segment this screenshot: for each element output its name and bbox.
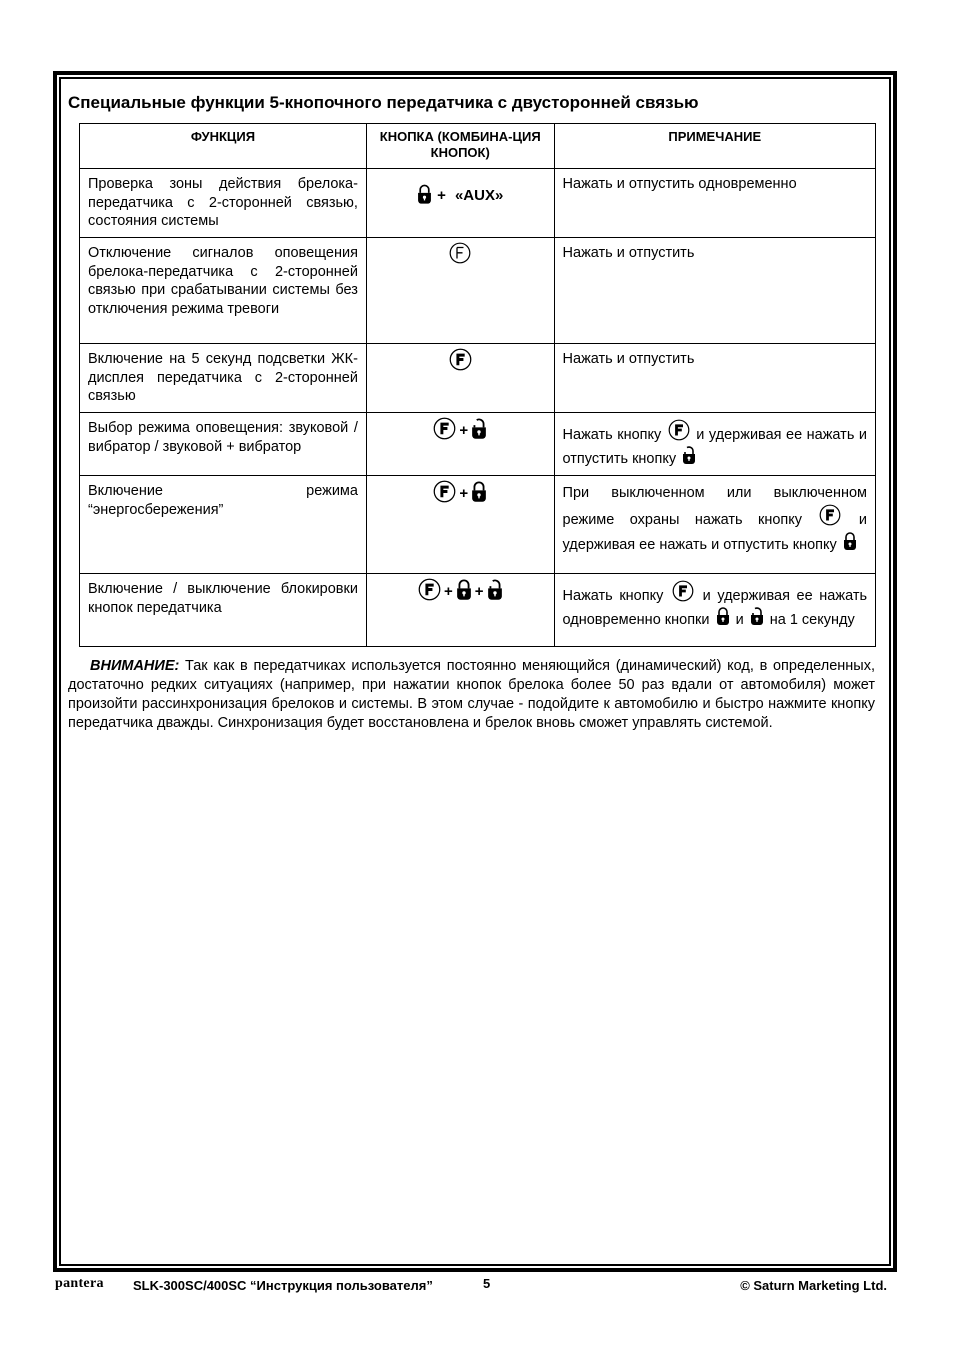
- lock-closed-icon: [471, 480, 487, 503]
- table-row: [80, 169, 876, 238]
- pantera-logo: pantera: [55, 1276, 104, 1291]
- f-button-icon: [672, 580, 694, 602]
- note-cell: [554, 413, 875, 476]
- attention-text: Так как в передатчиках используется постоянно меняющийся (динамический) код, в определенных, достаточно редких ситуациях (например, при нажатии кнопок брелока более 50 раз вдали от автомобиля) может произойти рассинхронизация брелоков и системы. В этом случае - подойдите к автомобилю и быстро нажмите кнопку передатчика дважды. Синхронизация будет восстановлена и брелок вновь сможет управлять системой.: [68, 658, 875, 731]
- lock-open-icon: [682, 445, 696, 465]
- function-cell: Включение режима “энергосбережения”: [80, 476, 367, 574]
- button-cell: [366, 169, 554, 238]
- table-row: [80, 238, 876, 344]
- button-cell: [366, 476, 554, 574]
- note-text: на 1 секунду: [769, 611, 855, 628]
- lock-closed-icon: [716, 606, 730, 626]
- f-button-bold-icon: [449, 348, 472, 371]
- document-reference: SLK-300SC/400SC “Инструкция пользователя”: [133, 1278, 433, 1293]
- note-cell: Нажать и отпустить: [554, 238, 875, 344]
- function-cell: Включение / выключение блокировки кнопок передатчика: [80, 574, 367, 647]
- f-button-outline-icon: [449, 242, 471, 264]
- function-cell: Проверка зоны действия брелока-передатчика с 2-сторонней связью, состояния системы: [80, 169, 367, 238]
- attention-paragraph: [68, 657, 875, 733]
- function-cell: Отключение сигналов оповещения брелока-передатчика с 2-сторонней связью при срабатывании системы без отключения режима тревоги: [80, 238, 367, 344]
- function-cell: Выбор режима оповещения: звуковой / вибратор / звуковой + вибратор: [80, 413, 367, 476]
- button-cell: [366, 344, 554, 413]
- section-title: Специальные функции 5-кнопочного передатчика с двусторонней связью: [68, 93, 699, 112]
- header-note: ПРИМЕЧАНИЕ: [554, 124, 875, 169]
- note-text: и: [735, 611, 744, 628]
- table-row: [80, 413, 876, 476]
- f-button-icon: [433, 480, 456, 503]
- note-text: и удерживая ее нажать и отпустить кнопку: [562, 512, 867, 553]
- functions-table: [79, 123, 876, 647]
- header-function: ФУНКЦИЯ: [80, 124, 367, 169]
- button-cell: [366, 238, 554, 344]
- note-text: При выключенном или выключенном режиме охраны нажать кнопку: [562, 485, 867, 528]
- table-row: [80, 344, 876, 413]
- function-cell: Включение на 5 секунд подсветки ЖК-дисплея передатчика с 2-сторонней связью: [80, 344, 367, 413]
- note-text: Нажать кнопку: [562, 427, 662, 443]
- button-cell: [366, 413, 554, 476]
- plus-sign: +: [474, 583, 484, 600]
- plus-sign: +: [437, 187, 446, 204]
- f-button-icon: [819, 504, 841, 526]
- copyright: © Saturn Marketing Ltd.: [740, 1278, 887, 1293]
- aux-button-label: «AUX»: [454, 186, 504, 204]
- page-number: 5: [483, 1276, 491, 1291]
- attention-label: ВНИМАНИЕ:: [90, 658, 180, 674]
- note-text: Нажать кнопку: [562, 588, 664, 604]
- note-cell: [554, 476, 875, 574]
- note-cell: [554, 574, 875, 647]
- plus-sign: +: [459, 422, 469, 439]
- plus-sign: +: [443, 583, 453, 600]
- lock-open-icon: [471, 417, 487, 440]
- lock-closed-icon: [417, 183, 432, 205]
- lock-closed-icon: [456, 578, 472, 601]
- table-header-row: [80, 124, 876, 169]
- note-cell: Нажать и отпустить одновременно: [554, 169, 875, 238]
- note-text: и удерживая ее нажать и отпустить кнопку: [562, 427, 867, 467]
- page-footer: [55, 1276, 887, 1296]
- note-cell: Нажать и отпустить: [554, 344, 875, 413]
- f-button-icon: [418, 578, 441, 601]
- f-button-icon: [668, 419, 690, 441]
- note-text: и удерживая ее нажать одновременно кнопки: [562, 588, 868, 628]
- button-cell: [366, 574, 554, 647]
- f-button-icon: [433, 417, 456, 440]
- lock-open-icon: [487, 578, 503, 601]
- lock-open-icon: [750, 606, 764, 626]
- table-row: [80, 574, 876, 647]
- table-row: [80, 476, 876, 574]
- plus-sign: +: [459, 485, 469, 502]
- header-button: КНОПКА (КОМБИНА-ЦИЯ КНОПОК): [366, 124, 554, 169]
- lock-closed-icon: [843, 531, 857, 551]
